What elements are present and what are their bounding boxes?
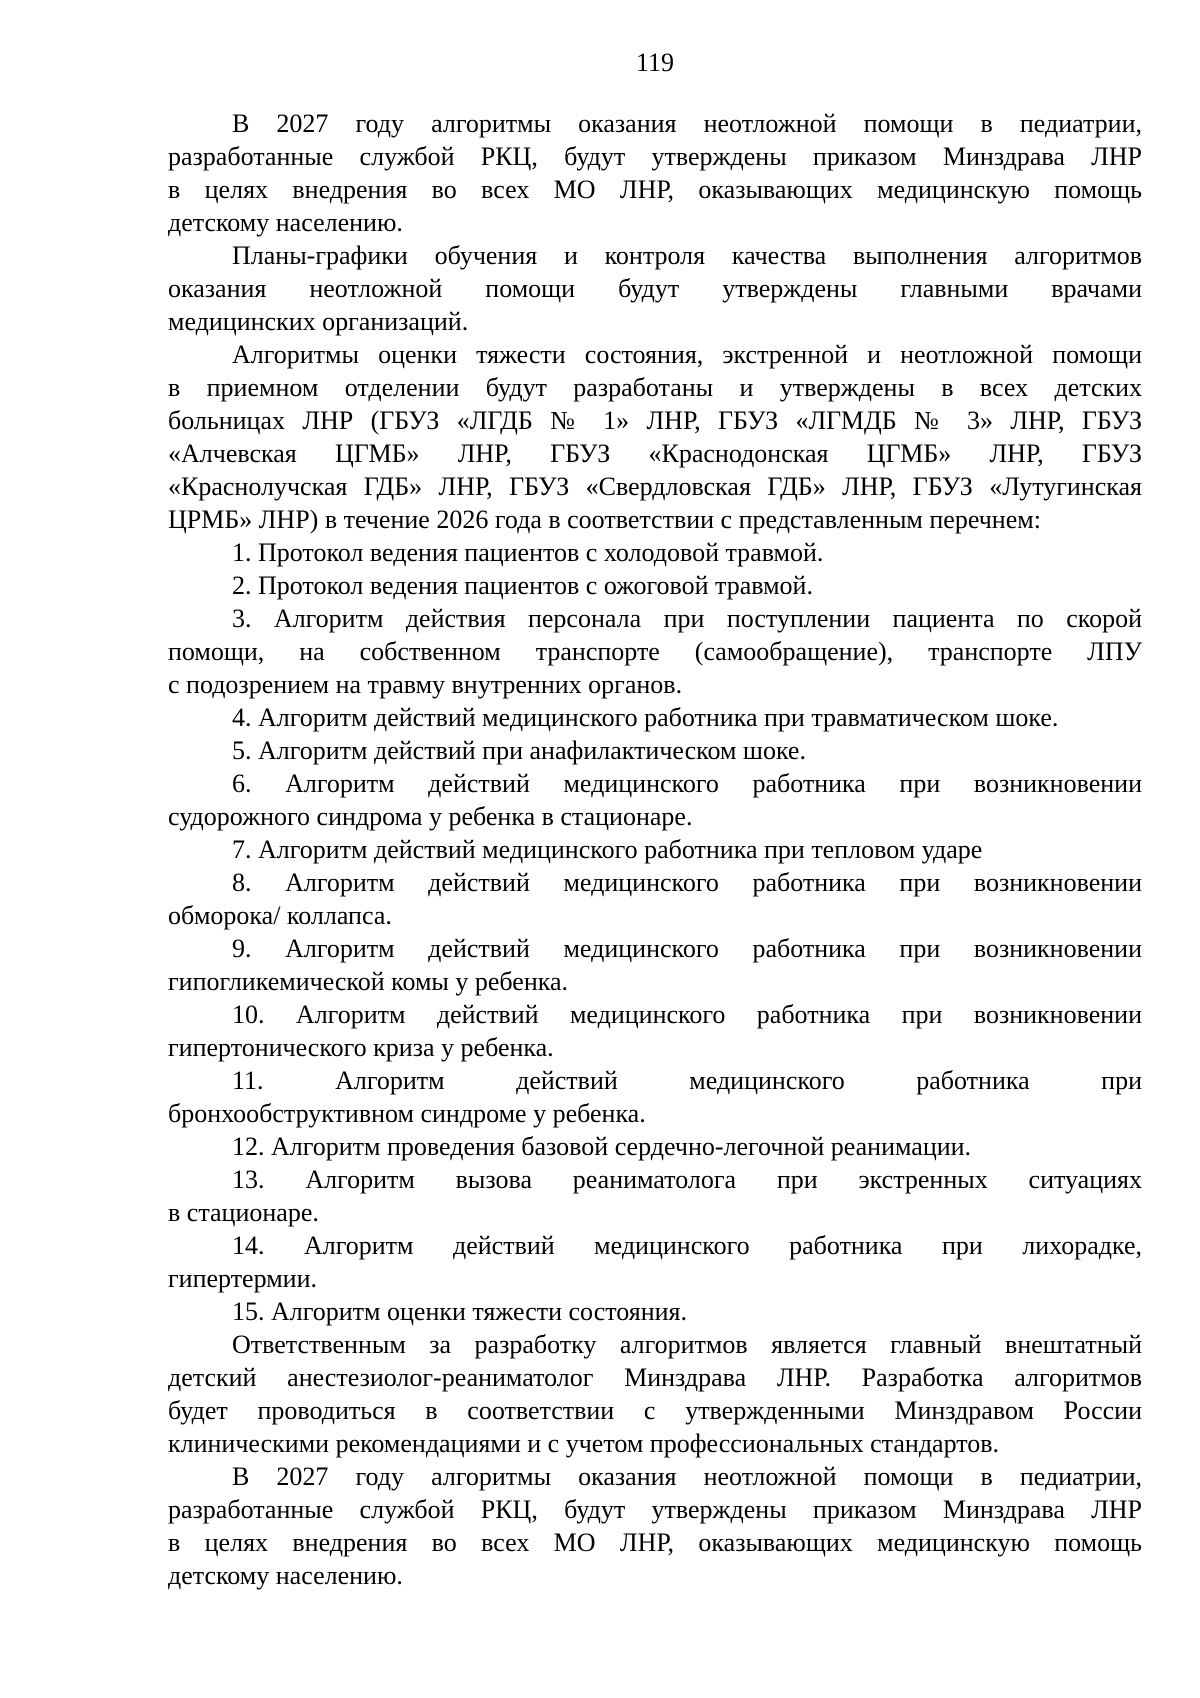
text-line: разработанные службой РКЦ, будут утверждены приказом Минздрава ЛНР xyxy=(168,142,1142,171)
text-line: бронхообструктивном синдроме у ребенка. xyxy=(168,1099,646,1128)
list-item-17 xyxy=(168,1295,1142,1328)
text-line: помощи, на собственном транспорте (самообращение), транспорте ЛПУ xyxy=(168,637,1142,666)
text-line: оказания неотложной помощи будут утверждены главными врачами xyxy=(168,274,1142,303)
text-line: 8. Алгоритм действий медицинского работника при возникновении xyxy=(232,868,1142,897)
text-line: 4. Алгоритм действий медицинского работника при травматическом шоке. xyxy=(232,703,1059,732)
text-line: в стационаре. xyxy=(168,1198,319,1227)
text-line: 3. Алгоритм действия персонала при поступлении пациента по скорой xyxy=(232,604,1142,633)
text-line: разработанные службой РКЦ, будут утверждены приказом Минздрава ЛНР xyxy=(168,1495,1142,1524)
list-item-8 xyxy=(168,767,1142,833)
text-line: 15. Алгоритм оценки тяжести состояния. xyxy=(232,1297,688,1326)
paragraph-1 xyxy=(168,239,1142,338)
text-line: гипертермии. xyxy=(168,1264,317,1293)
list-item-5 xyxy=(168,602,1142,701)
text-line: Алгоритмы оценки тяжести состояния, экстренной и неотложной помощи xyxy=(232,340,1142,369)
text-line: детский анестезиолог-реаниматолог Минздрава ЛНР. Разработка алгоритмов xyxy=(168,1363,1142,1392)
list-item-3 xyxy=(168,536,1142,569)
text-line: 14. Алгоритм действий медицинского работника при лихорадке, xyxy=(232,1231,1142,1260)
text-line: 6. Алгоритм действий медицинского работника при возникновении xyxy=(232,769,1142,798)
text-line: 2. Протокол ведения пациентов с ожоговой травмой. xyxy=(232,571,813,600)
text-line: медицинских организаций. xyxy=(168,307,469,336)
text-line: клиническими рекомендациями и с учетом профессиональных стандартов. xyxy=(168,1429,1000,1458)
document-body xyxy=(168,107,1142,1592)
text-line: В 2027 году алгоритмы оказания неотложной помощи в педиатрии, xyxy=(232,1462,1142,1491)
text-line: с подозрением на травму внутренних органов. xyxy=(168,670,683,699)
text-line: будет проводиться в соответствии с утвержденными Минздравом России xyxy=(168,1396,1142,1425)
text-line: в целях внедрения во всех МО ЛНР, оказывающих медицинскую помощь xyxy=(168,175,1142,204)
text-line: больницах ЛНР (ГБУЗ «ЛГДБ № 1» ЛНР, ГБУЗ «ЛГМДБ № 3» ЛНР, ГБУЗ xyxy=(168,406,1142,435)
text-line: 7. Алгоритм действий медицинского работника при тепловом ударе xyxy=(232,835,983,864)
list-item-16 xyxy=(168,1229,1142,1295)
text-line: Ответственным за разработку алгоритмов является главный внештатный xyxy=(232,1330,1142,1359)
list-item-10 xyxy=(168,866,1142,932)
text-line: детскому населению. xyxy=(168,208,403,237)
text-line: 11. Алгоритм действий медицинского работника при xyxy=(232,1066,1142,1095)
list-item-4 xyxy=(168,569,1142,602)
text-line: «Алчевская ЦГМБ» ЛНР, ГБУЗ «Краснодонская ЦГМБ» ЛНР, ГБУЗ xyxy=(168,439,1142,468)
list-item-12 xyxy=(168,998,1142,1064)
paragraph-18 xyxy=(168,1328,1142,1460)
text-line: 9. Алгоритм действий медицинского работника при возникновении xyxy=(232,934,1142,963)
page-number: 119 xyxy=(635,48,675,77)
text-line: судорожного синдрома у ребенка в стационаре. xyxy=(168,802,693,831)
paragraph-0 xyxy=(168,107,1142,239)
text-line: 5. Алгоритм действий при анафилактическом шоке. xyxy=(232,736,806,765)
list-item-14 xyxy=(168,1130,1142,1163)
text-line: в приемном отделении будут разработаны и утверждены в всех детских xyxy=(168,373,1142,402)
text-line: 13. Алгоритм вызова реаниматолога при экстренных ситуациях xyxy=(232,1165,1142,1194)
text-line: обморока/ коллапса. xyxy=(168,901,392,930)
text-line: ЦРМБ» ЛНР) в течение 2026 года в соответствии с представленным перечнем: xyxy=(168,505,1041,534)
list-item-15 xyxy=(168,1163,1142,1229)
text-line: 1. Протокол ведения пациентов с холодовой травмой. xyxy=(232,538,824,567)
list-item-13 xyxy=(168,1064,1142,1130)
text-line: гипогликемической комы у ребенка. xyxy=(168,967,569,996)
list-item-9 xyxy=(168,833,1142,866)
text-line: 10. Алгоритм действий медицинского работника при возникновении xyxy=(232,1000,1142,1029)
list-item-11 xyxy=(168,932,1142,998)
text-line: В 2027 году алгоритмы оказания неотложной помощи в педиатрии, xyxy=(232,109,1142,138)
list-item-6 xyxy=(168,701,1142,734)
text-line: гипертонического криза у ребенка. xyxy=(168,1033,554,1062)
text-line: «Краснолучская ГДБ» ЛНР, ГБУЗ «Свердловская ГДБ» ЛНР, ГБУЗ «Лутугинская xyxy=(168,472,1142,501)
text-line: 12. Алгоритм проведения базовой сердечно-легочной реанимации. xyxy=(232,1132,972,1161)
paragraph-19 xyxy=(168,1460,1142,1592)
text-line: в целях внедрения во всех МО ЛНР, оказывающих медицинскую помощь xyxy=(168,1528,1142,1557)
paragraph-2 xyxy=(168,338,1142,536)
list-item-7 xyxy=(168,734,1142,767)
text-line: детскому населению. xyxy=(168,1561,403,1590)
text-line: Планы-графики обучения и контроля качества выполнения алгоритмов xyxy=(232,241,1142,270)
